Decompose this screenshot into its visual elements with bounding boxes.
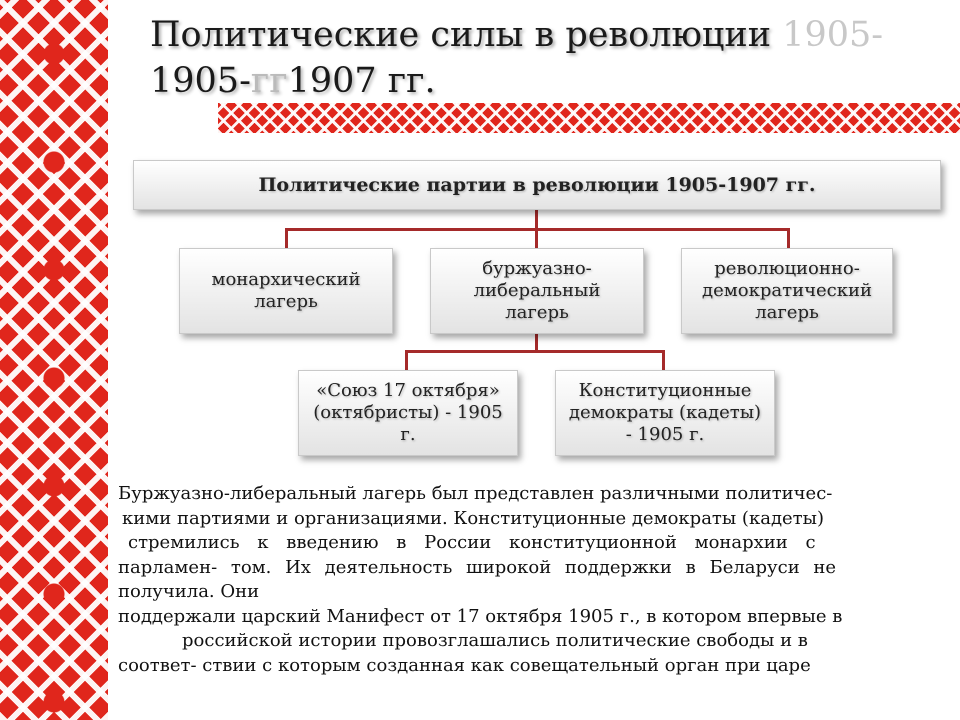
body-line: соответ- ствии с которым созданная как совещательный орган при царе <box>118 654 811 676</box>
slide-title-line2 <box>150 60 436 102</box>
title-line1-ghost: 1905- <box>782 15 884 55</box>
camp-liberal-label: буржуазно-либеральный лагерь <box>473 258 601 323</box>
title-line2-ghost: гг <box>250 61 288 101</box>
party-octobrists-label: «Союз 17 октября» (октябристы) - 1905 г. <box>313 380 503 445</box>
camp-monarchist-label: монархический лагерь <box>211 269 361 312</box>
body-text <box>118 482 944 678</box>
connector-camp1 <box>285 228 288 248</box>
body-line: российской истории провозглашались политические свободы и в <box>182 630 808 651</box>
connector-root-down <box>535 210 538 230</box>
camp-monarchist-box <box>179 248 393 334</box>
title-end: 1907 гг. <box>287 61 436 101</box>
camp-revolutionary-box <box>681 248 893 334</box>
party-kadets-label: Конституционные демократы (кадеты) - 1905 г. <box>568 380 762 445</box>
body-line: поддержали царский Манифест от 17 октября 1905 г., в котором впервые в <box>118 605 843 627</box>
body-line: стремились к введению в России конституционной монархии с <box>128 532 816 553</box>
diagram-root-label: Политические партии в революции 1905-1907 гг. <box>258 174 816 196</box>
connector-party1 <box>405 350 408 370</box>
body-line: Буржуазно-либеральный лагерь был представлен различными политичес- <box>118 483 833 504</box>
ornament-left-stripe <box>0 0 108 720</box>
body-line: получила. Они <box>118 581 260 602</box>
party-octobrists-box <box>298 370 518 456</box>
connector-camp3 <box>787 228 790 248</box>
camp-revolutionary-label: революционно-демократический лагерь <box>702 258 872 323</box>
connector-camp2 <box>535 228 538 248</box>
party-kadets-box <box>555 370 775 456</box>
title-year: 1905 <box>150 61 240 101</box>
diagram-root-box <box>133 160 941 210</box>
connector-parties-horizontal <box>405 350 665 353</box>
body-line: кими партиями и организациями. Конституционные демократы (кадеты) <box>122 507 824 529</box>
title-line1: Политические силы в революции <box>150 15 772 55</box>
body-line: парламен- том. Их деятельность широкой поддержки в Беларуси не <box>118 556 837 578</box>
slide-title <box>150 14 950 56</box>
ornament-top-band <box>218 103 960 133</box>
body-paragraph <box>118 482 944 678</box>
connector-party2 <box>662 350 665 370</box>
title-dash: - <box>239 61 251 101</box>
camp-liberal-box <box>430 248 644 334</box>
